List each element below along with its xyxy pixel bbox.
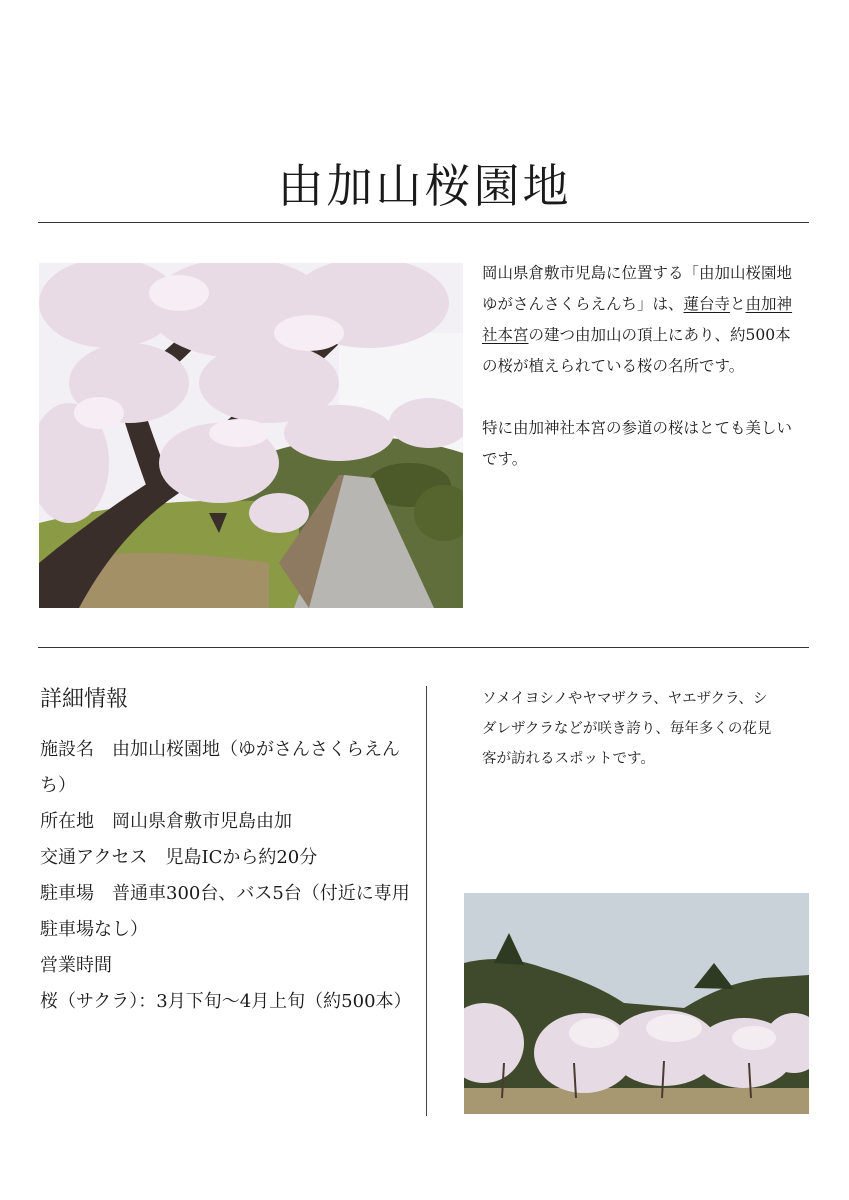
rendaiji-link[interactable]: 蓮台寺	[683, 295, 731, 313]
page-title: 由加山桜園地	[277, 159, 572, 213]
varieties-text: ソメイヨシノやヤマザクラ、ヤエザクラ、シダレザクラなどが咲き誇り、毎年多くの花見客が訪れるスポットです。	[482, 691, 772, 767]
intro-line1: 岡山県倉敷市児島に位置する	[482, 264, 684, 282]
cherry-hillside-photo	[464, 893, 809, 1114]
section-divider	[38, 647, 809, 648]
intro-and: と	[730, 295, 746, 313]
detail-access: 交通アクセス 児島ICから約20分	[40, 847, 318, 868]
intro-line2-post: の建つ由加山の頂上にあり、約500本の桜が植えられている桜の名所です。	[482, 326, 791, 375]
details-list	[40, 732, 418, 1020]
detail-facility: 施設名 由加山桜園地（ゆがさんさくらえんち）	[40, 739, 400, 796]
title-divider	[38, 222, 809, 223]
cherry-path-photo	[39, 263, 463, 608]
intro-text	[482, 258, 802, 475]
intro-line2-pre: 「由加山桜園地ゆがさんさくらえんち」は、	[482, 264, 793, 313]
detail-location: 所在地 岡山県倉敷市児島由加	[40, 811, 292, 832]
yuga-shrine-link[interactable]: 由加神社本宮	[482, 295, 793, 344]
detail-sakura: 桜（サクラ）：3月下旬〜4月上旬（約500本）	[40, 991, 412, 1012]
details-heading: 詳細情報	[40, 687, 129, 712]
column-divider	[426, 686, 427, 1116]
detail-parking: 駐車場 普通車300台、バス5台（付近に専用駐車場なし）	[40, 883, 410, 940]
detail-hours: 営業時間	[40, 955, 112, 976]
intro-para2: 特に由加神社本宮の参道の桜はとても美しいです。	[482, 419, 793, 468]
